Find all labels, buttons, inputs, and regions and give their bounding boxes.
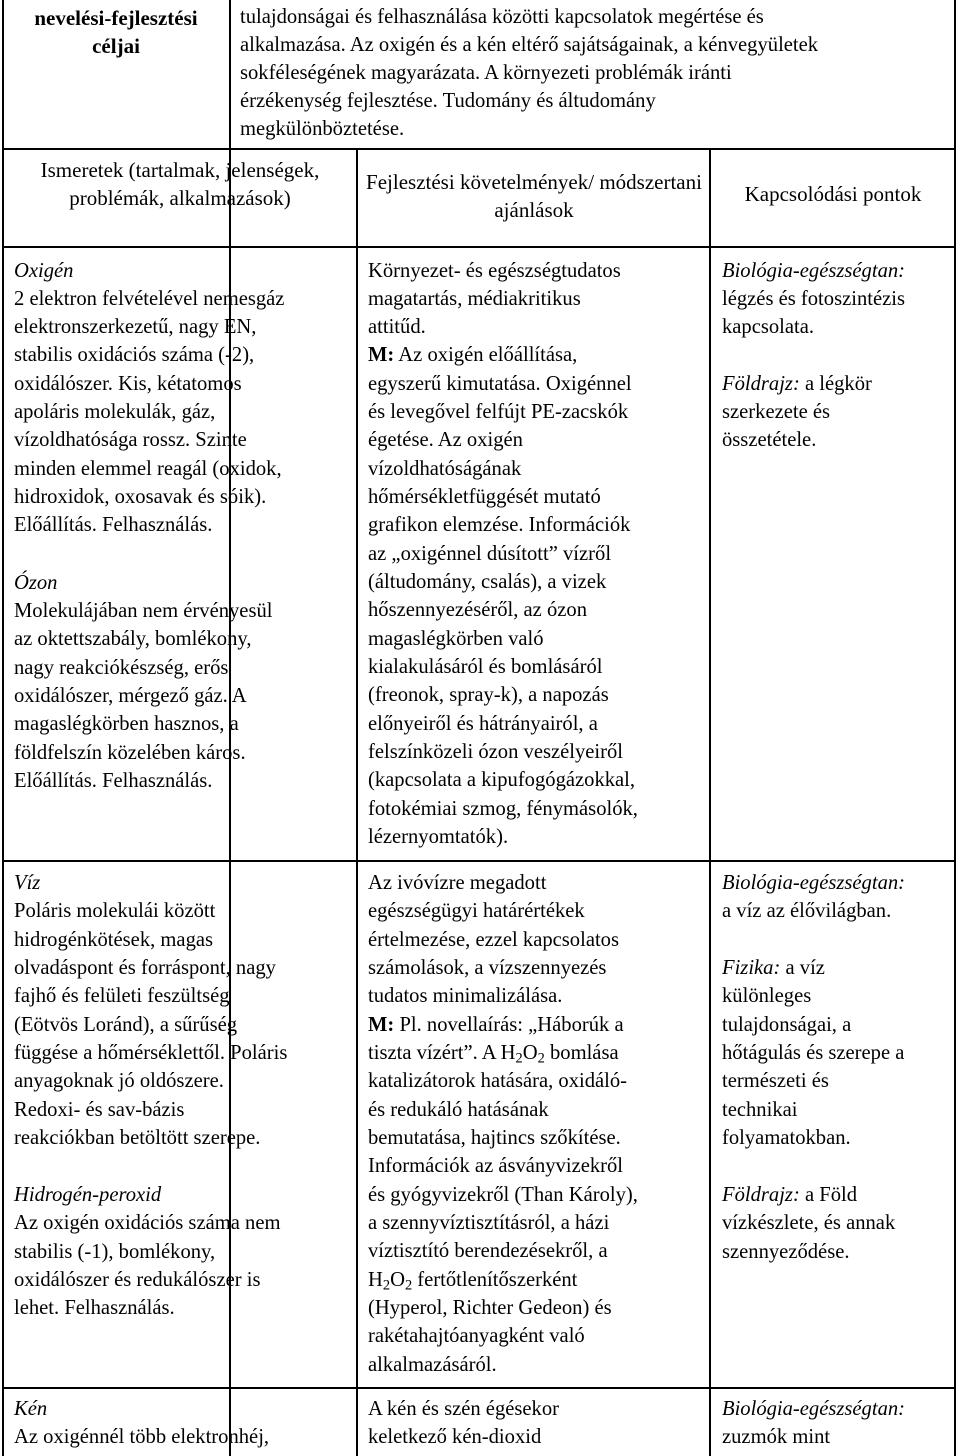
text-line: Környezet- és egészségtudatos <box>368 260 621 282</box>
table-border-left <box>2 0 4 1456</box>
text-line: oxidálószer. Kis, kétatomos <box>14 373 242 395</box>
text-line: a szennyvíztisztításról, a házi <box>368 1212 610 1234</box>
text-line: grafikon elemzése. Információk <box>368 514 631 536</box>
header-col-knowledge: Ismeretek (tartalmak, jelenségek, problémák, alkalmazások) <box>40 158 320 210</box>
row-label-goals: nevelési-fejlesztési céljai <box>34 6 198 58</box>
text-line: hőmérsékletfüggését mutató <box>368 486 601 508</box>
text-line: fotokémiai szmog, fénymásolók, <box>368 798 638 820</box>
topic-title-hydrogen-peroxide: Hidrogén-peroxid <box>14 1184 162 1206</box>
row-divider-2 <box>2 246 956 248</box>
connection-label-geography: Földrajz: <box>722 373 800 395</box>
text-line: és redukáló hatásának <box>368 1099 549 1121</box>
text-line: (Eötvös Loránd), a sűrűség <box>14 1014 238 1036</box>
text-line: magatartás, médiakritikus <box>368 288 581 310</box>
row-divider-1 <box>2 148 956 150</box>
text-line: magaslégkörben hasznos, a <box>14 713 239 735</box>
text-line <box>368 1011 624 1040</box>
topic-title-oxygen: Oxigén <box>14 260 74 282</box>
topic-title-ozone: Ózon <box>14 572 58 594</box>
text-line: (freonok, spray-k), a napozás <box>368 684 609 706</box>
subscript: 2 <box>515 1050 523 1067</box>
text-line: technikai <box>722 1099 798 1121</box>
text-line: értelmezése, ezzel kapcsolatos <box>368 929 619 951</box>
text-line: előnyeiről és hátrányairól, a <box>368 713 598 735</box>
text-line: vízoldhatóságának <box>368 458 522 480</box>
method-marker: M: <box>368 344 395 366</box>
text-line: lehet. Felhasználás. <box>14 1297 175 1319</box>
text-line: vízkészlete, és annak <box>722 1212 896 1234</box>
text-line: (áltudomány, csalás), a vizek <box>368 571 607 593</box>
text-line: tudatos minimalizálása. <box>368 985 563 1007</box>
goals-line: sokféleségének magyarázata. A környezeti problémák iránti <box>240 62 732 84</box>
text-line: a víz az élővilágban. <box>722 900 892 922</box>
text-line: attitűd. <box>368 316 426 338</box>
text-fragment: a Föld <box>799 1184 858 1206</box>
goals-line: tulajdonságai és felhasználása közötti kapcsolatok megértése és <box>240 6 764 28</box>
text-line: folyamatokban. <box>722 1127 851 1149</box>
text-line: kapcsolata. <box>722 316 815 338</box>
text-line: Az oxigén oxidációs száma nem <box>14 1212 281 1234</box>
column-divider-3 <box>709 149 711 1456</box>
text-line: hőszennyezéséről, az ózon <box>368 599 587 621</box>
text-line: egyszerű kimutatása. Oxigénnel <box>368 373 632 395</box>
text-line: földfelszín közelében káros. <box>14 742 246 764</box>
text-line: víztisztító berendezésekről, a <box>368 1240 608 1262</box>
text-line: bemutatása, hajtincs szőkítése. <box>368 1127 621 1149</box>
text-line: Információk az ásványvizekről <box>368 1155 624 1177</box>
row-divider-4 <box>2 1387 956 1389</box>
row-divider-3 <box>2 860 956 862</box>
text-line: 2 elektron felvételével nemesgáz <box>14 288 285 310</box>
text-fragment: a víz <box>780 957 825 979</box>
text-line: lézernyomtatók). <box>368 826 509 848</box>
text-line: és gyógyvizekről (Than Károly), <box>368 1184 638 1206</box>
header-col-connections: Kapcsolódási pontok <box>744 182 922 206</box>
text-line: Előállítás. Felhasználás. <box>14 770 213 792</box>
text-line: A kén és szén égésekor <box>368 1398 559 1420</box>
text-fragment: fertőtlenítőszerként <box>412 1269 578 1291</box>
text-line: az oktettszabály, bomlékony, <box>14 628 252 650</box>
text-line: reakciókban betöltött szerepe. <box>14 1127 261 1149</box>
text-line: rakétahajtóanyagként való <box>368 1325 585 1347</box>
text-line: hidroxidok, oxosavak és sóik). <box>14 486 267 508</box>
text-line <box>722 370 872 399</box>
text-line: fajhő és felületi feszültség <box>14 985 230 1007</box>
text-line: elektronszerkezetű, nagy EN, <box>14 316 257 338</box>
text-line: különleges <box>722 985 812 1007</box>
table-border-right <box>954 0 956 1456</box>
text-fragment: bomlása <box>544 1042 619 1064</box>
connection-label-geography: Földrajz: <box>722 1184 800 1206</box>
text-line: Molekulájában nem érvényesül <box>14 600 273 622</box>
text-line <box>722 954 825 983</box>
text-line: felszínközeli ózon veszélyeiről <box>368 741 624 763</box>
text-line: függése a hőmérséklettől. Poláris <box>14 1042 288 1064</box>
text-line: vízoldhatósága rossz. Szinte <box>14 429 247 451</box>
text-line: tulajdonságai, a <box>722 1014 852 1036</box>
text-line: magaslégkörben való <box>368 628 544 650</box>
connection-label-biology: Biológia-egészségtan: <box>722 872 906 894</box>
goals-line: alkalmazása. Az oxigén és a kén eltérő sajátságainak, a kénvegyületek <box>240 34 819 56</box>
text-fragment: H <box>368 1269 383 1291</box>
text-line: (kapcsolata a kipufogógázokkal, <box>368 769 636 791</box>
text-fragment: tiszta vízért”. A H <box>368 1042 516 1064</box>
text-line: egészségügyi határértékek <box>368 900 585 922</box>
method-marker: M: <box>368 1014 395 1036</box>
text-line: szennyeződése. <box>722 1241 850 1263</box>
text-line: számolások, a vízszennyezés <box>368 957 607 979</box>
text-line: keletkező kén-dioxid <box>368 1426 542 1448</box>
text-line: oxidálószer és redukálószer is <box>14 1269 261 1291</box>
subscript: 2 <box>404 1277 413 1294</box>
text-line: természeti és <box>722 1070 829 1092</box>
text-line: nagy reakciókészség, erős <box>14 657 229 679</box>
text-line: légzés és fotoszintézis <box>722 288 905 310</box>
subscript: 2 <box>537 1050 545 1067</box>
text-line: Előállítás. Felhasználás. <box>14 514 213 536</box>
text-line: oxidálószer, mérgező gáz. A <box>14 685 247 707</box>
text-line: (Hyperol, Richter Gedeon) és <box>368 1297 612 1319</box>
text-line: stabilis oxidációs száma (-2), <box>14 344 255 366</box>
connection-label-physics: Fizika: <box>722 957 781 979</box>
text-line: égetése. Az oxigén <box>368 429 523 451</box>
text-fragment: Pl. novellaírás: „Háborúk a <box>394 1014 624 1036</box>
text-line: hőtágulás és szerepe a <box>722 1042 905 1064</box>
connection-label-biology: Biológia-egészségtan: <box>722 260 906 282</box>
text-fragment: Az oxigén előállítása, <box>394 344 578 366</box>
text-line: Redoxi- és sav-bázis <box>14 1099 185 1121</box>
text-line: és levegővel felfújt PE-zacskók <box>368 401 629 423</box>
text-line: Az oxigénnél több elektronhéj, <box>14 1426 270 1448</box>
topic-title-water: Víz <box>14 872 41 894</box>
text-line: az „oxigénnel dúsított” vízről <box>368 543 612 565</box>
text-line: alkalmazásáról. <box>368 1354 497 1376</box>
text-line <box>368 1039 619 1068</box>
goals-line: érzékenység fejlesztése. Tudomány és áltudomány <box>240 90 656 112</box>
text-line <box>722 1181 857 1210</box>
subscript: 2 <box>382 1277 391 1294</box>
text-line: minden elemmel reagál (oxidok, <box>14 458 282 480</box>
text-line: stabilis (-1), bomlékony, <box>14 1241 216 1263</box>
goals-line: megkülönböztetése. <box>240 118 405 140</box>
text-line: Poláris molekulái között <box>14 900 216 922</box>
text-line: szerkezete és <box>722 401 831 423</box>
header-col-requirements: Fejlesztési követelmények/ módszertani ajánlások <box>366 170 702 222</box>
text-line: összetétele. <box>722 429 817 451</box>
text-line: olvadáspont és forráspont, nagy <box>14 957 276 979</box>
text-fragment: O <box>390 1269 405 1291</box>
text-line: katalizátorok hatására, oxidáló- <box>368 1070 628 1092</box>
text-fragment: a légkör <box>799 373 872 395</box>
text-line <box>368 341 577 370</box>
text-line: anyagoknak jó oldószere. <box>14 1070 224 1092</box>
topic-title-sulfur: Kén <box>14 1398 48 1420</box>
text-line: apoláris molekulák, gáz, <box>14 401 216 423</box>
text-line: hidrogénkötések, magas <box>14 929 214 951</box>
connection-label-biology: Biológia-egészségtan: <box>722 1398 906 1420</box>
column-divider-2 <box>356 149 358 1456</box>
text-line: kialakulásáról és bomlásáról <box>368 656 603 678</box>
text-line <box>368 1266 577 1295</box>
text-line: Az ivóvízre megadott <box>368 872 547 894</box>
text-fragment: O <box>522 1042 538 1064</box>
text-line: zuzmók mint <box>722 1426 831 1448</box>
